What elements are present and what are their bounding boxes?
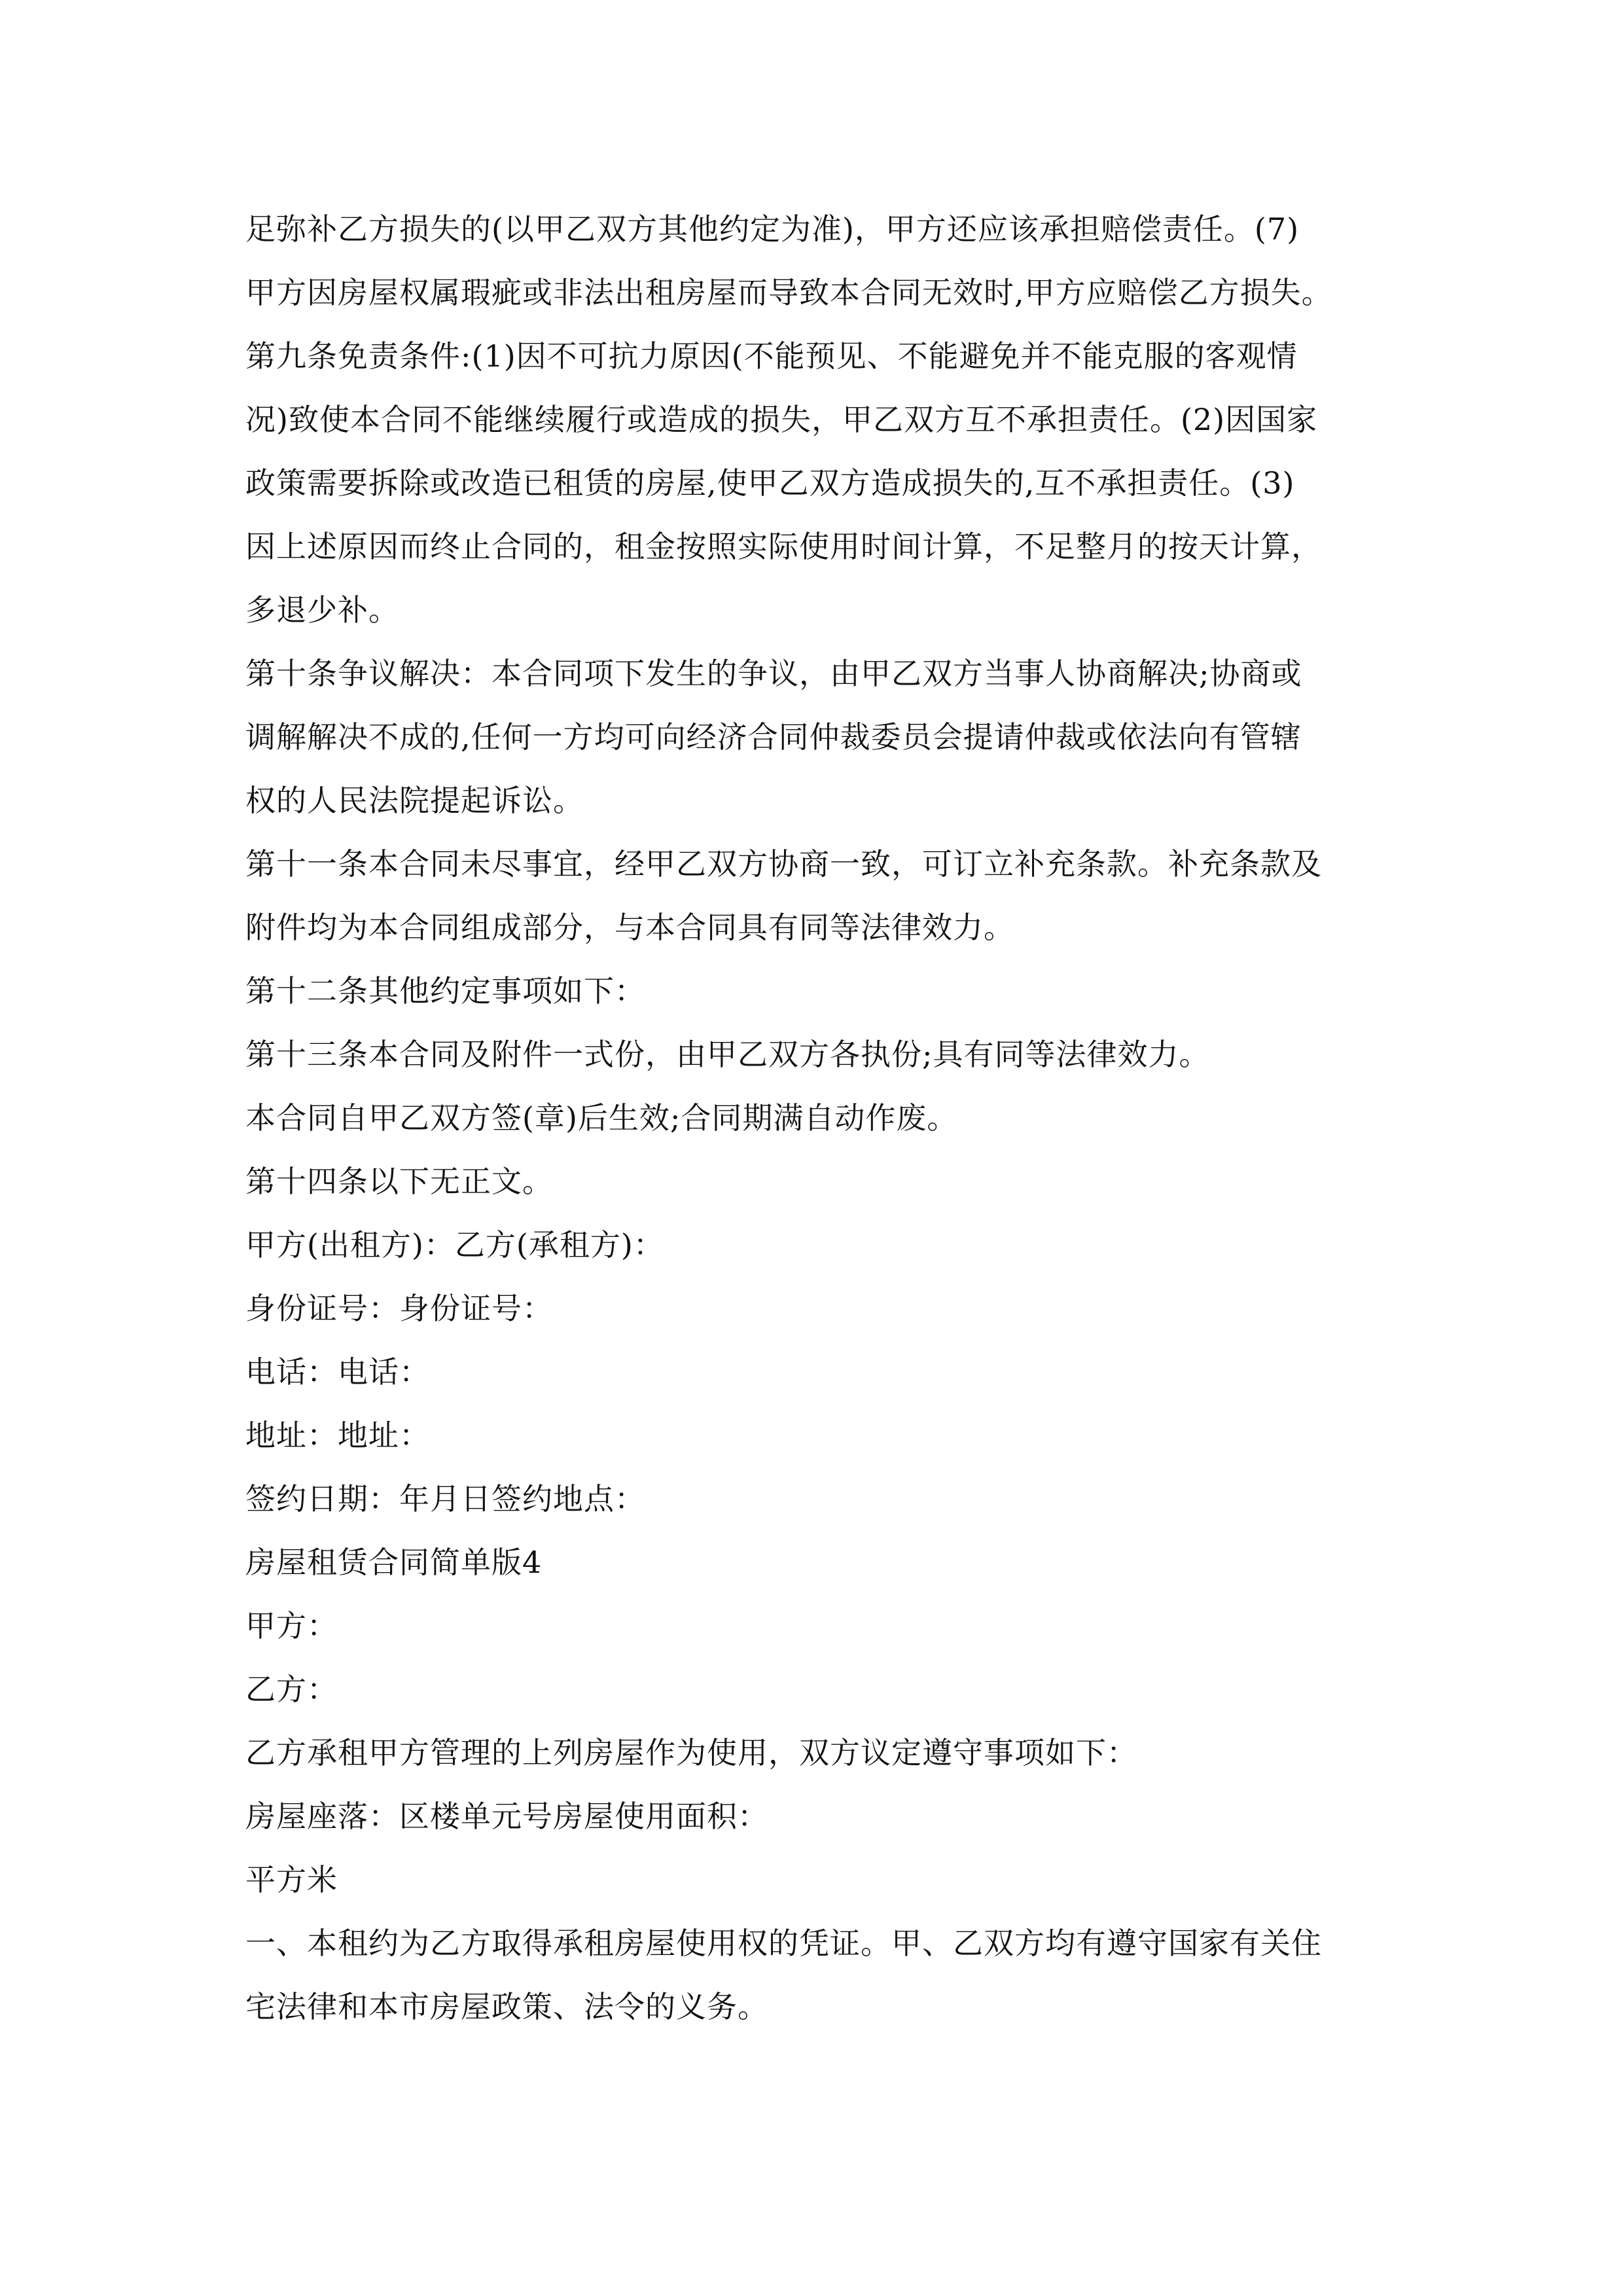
address-line: 地址：地址： [245,1418,430,1453]
text-line: 足弥补乙方损失的(以甲乙双方其他约定为准)，甲方还应该承担赔偿责任。(7) [245,211,1300,247]
text-line: 第十四条以下无正文。 [245,1164,553,1199]
id-number-line: 身份证号：身份证号： [245,1291,553,1326]
text-line: 本合同自甲乙双方签(章)后生效;合同期满自动作废。 [245,1100,958,1136]
usage-part1: 乙方承租甲方管理的上列房屋作为 [245,1735,707,1770]
clause-1-line: 宅法律和本市房屋政策、法令的义务。 [245,1989,768,2024]
area-line [245,1860,1436,1899]
party-b-line [245,1670,1436,1709]
text-line: 第十条争议解决：本合同项下发生的争议，由甲乙双方当事人协商解决;协商或 [245,656,1302,691]
text-line: 因上述原因而终止合同的，租金按照实际使用时间计算，不足整月的按天计算， [245,529,1322,564]
text-line: 附件均为本合同组成部分，与本合同具有同等法律效力。 [245,910,1014,945]
text-line: 第十二条其他约定事项如下： [245,973,645,1009]
phone-line: 电话：电话： [245,1354,430,1390]
sqm-label: 平方米 [245,1862,338,1897]
building-label: 楼 [430,1799,461,1834]
location-label: 房屋座落： [245,1799,399,1834]
text-line: 第十一条本合同未尽事宜，经甲乙双方协商一致，可订立补充条款。补充条款及 [245,846,1322,882]
text-line: 甲方因房屋权属瑕疵或非法出租房屋而导致本合同无效时,甲方应赔偿乙方损失。 [245,275,1332,310]
usage-part2: 使用，双方议定遵守事项如下： [707,1735,1137,1770]
signature-party-line: 甲方(出租方)：乙方(承租方)： [245,1227,664,1263]
party-b-label: 乙方： [245,1672,338,1707]
text-line: 调解解决不成的,任何一方均可向经济合同仲裁委员会提请仲裁或依法向有管辖 [245,719,1302,755]
section-heading: 房屋租赁合同简单版4 [245,1545,543,1580]
text-line: 政策需要拆除或改造已租赁的房屋,使甲乙双方造成损失的,互不承担责任。(3) [245,465,1295,501]
location-line [245,1797,1436,1836]
unit-label: 单元 [461,1799,522,1834]
usage-line [245,1733,1436,1772]
district-label: 区 [399,1799,430,1834]
article-13-part1: 第十三条本合同及附件一式 [245,1037,615,1072]
signing-date-line: 签约日期：年月日签约地点： [245,1481,645,1516]
text-line: 多退少补。 [245,592,399,628]
clause-1-line: 一、本租约为乙方取得承租房屋使用权的凭证。甲、乙双方均有遵守国家有关住 [245,1926,1322,1961]
article-13-part2: 份，由甲乙双方各执 [615,1037,891,1072]
party-a-line [245,1606,1436,1645]
party-a-label: 甲方： [245,1608,338,1643]
text-line: 权的人民法院提起诉讼。 [245,783,584,818]
text-line: 第九条免责条件:(1)因不可抗力原因(不能预见、不能避免并不能克服的客观情 [245,338,1298,374]
number-area-label: 号房屋使用面积： [522,1799,768,1834]
article-13-part3: 份;具有同等法律效力。 [891,1037,1210,1072]
article-13-line [245,1035,1436,1074]
text-line: 况)致使本合同不能继续履行或造成的损失，甲乙双方互不承担责任。(2)因国家 [245,402,1318,437]
